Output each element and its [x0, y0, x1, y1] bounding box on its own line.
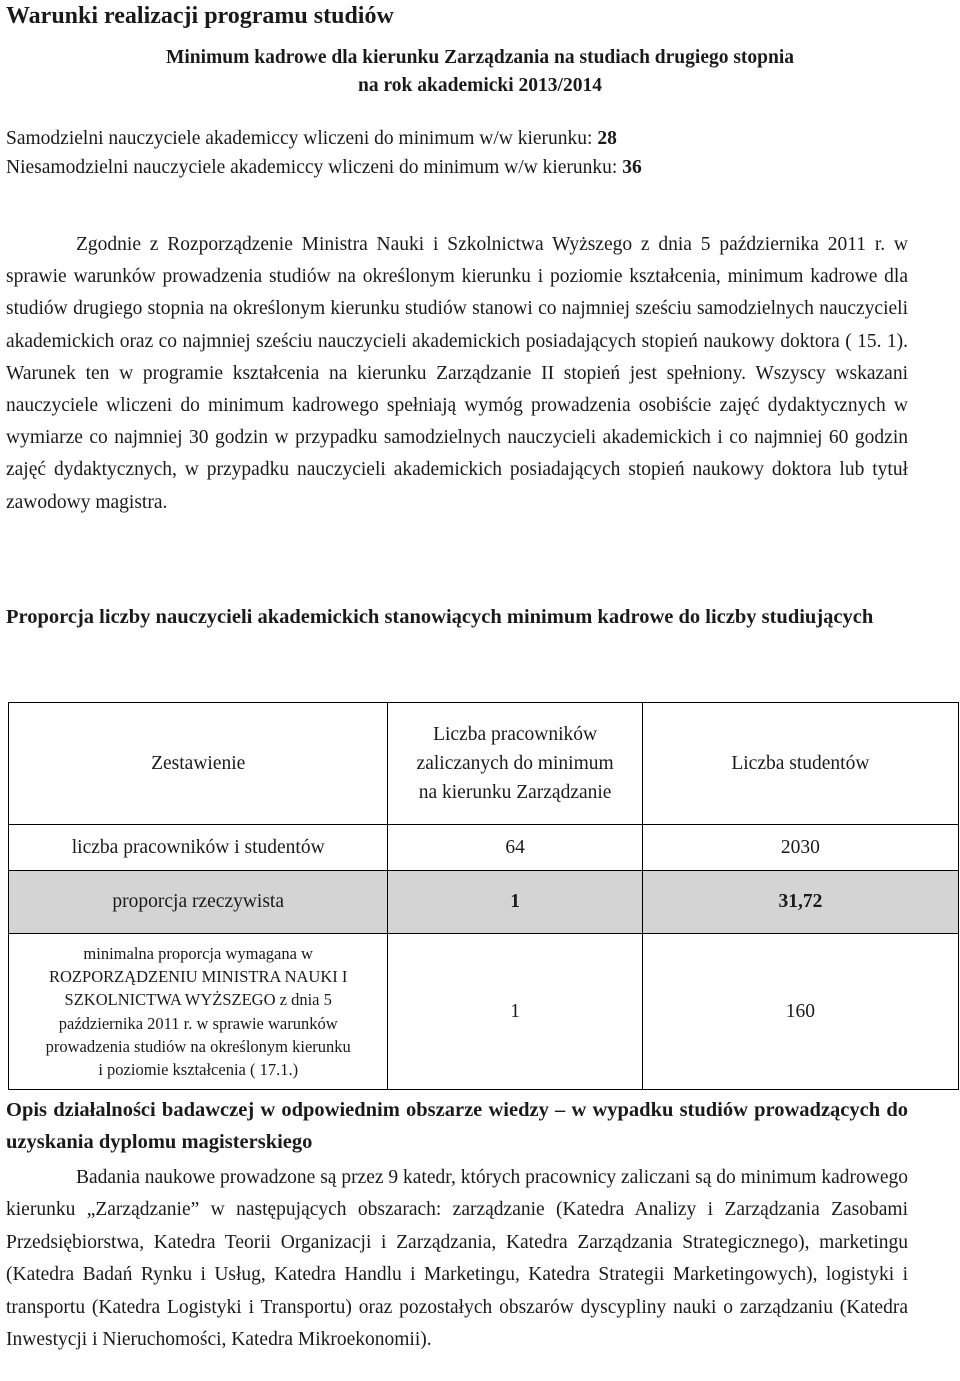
dependent-staff-label: Niesamodzielni nauczyciele akademiccy wliczeni do minimum w/w kierunku: — [6, 157, 618, 178]
row-staff-value: 1 — [388, 871, 642, 934]
header-staff-line-3: na kierunku Zarządzanie — [418, 782, 612, 803]
regulation-line-3: SZKOLNICTWA WYŻSZEGO z dnia 5 — [64, 990, 332, 1010]
header-staff-count — [388, 703, 642, 825]
row-staff-value: 1 — [388, 934, 642, 1090]
row-label: proporcja rzeczywista — [9, 871, 388, 934]
regulation-line-5: prowadzenia studiów na określonym kierunku — [45, 1036, 351, 1056]
row-student-value: 160 — [642, 934, 958, 1090]
regulation-paragraph: Zgodnie z Rozporządzenie Ministra Nauki i Szkolnictwa Wyższego z dnia 5 października 2011 r. w sprawie warunków prowadzenia studiów na określonym kierunku i poziomie kształcenia, minimum kadrowe dla studiów drugiego stopnia na określonym kierunku studiów stanowi co najmniej sześciu samodzielnych nauczycieli akademickich oraz co najmniej sześciu nauczycieli akademickich posiadających stopień naukowy doktora ( 15. 1). Warunek ten w programie kształcenia na kierunku Zarządzanie II stopień jest spełniony. Wszyscy wskazani nauczyciele wliczeni do minimum kadrowego spełniają wymóg prowadzenia osobiście zajęć dydaktycznych w wymiarze co najmniej 30 godzin w przypadku samodzielnych nauczycieli akademickich i co najmniej 60 godzin zajęć dydaktycznych, w przypadku nauczycieli akademickich posiadających stopień naukowy doktora lub tytuł zawodowy magistra. — [6, 234, 908, 513]
proportion-table — [8, 702, 959, 1090]
research-heading: Opis działalności badawczej w odpowiednim obszarze wiedzy – w wypadku studiów prowadzących do uzyskania dyplomu magisterskiego — [6, 1099, 908, 1153]
header-staff-line-2: zaliczanych do minimum — [416, 753, 614, 774]
row-label — [9, 934, 388, 1090]
page-title: Warunki realizacji programu studiów — [6, 3, 394, 29]
regulation-line-2: ROZPORZĄDZENIU MINISTRA NAUKI I — [49, 966, 348, 986]
dependent-staff-value: 36 — [622, 157, 642, 178]
row-staff-value: 64 — [388, 825, 642, 871]
row-student-value: 31,72 — [642, 871, 958, 934]
dependent-staff-line — [6, 153, 642, 182]
staff-counts — [6, 124, 642, 182]
independent-staff-value: 28 — [597, 128, 617, 149]
header-zestawienie: Zestawienie — [9, 703, 388, 825]
table-row — [9, 871, 959, 934]
regulation-line-1: minimalna proporcja wymagana w — [83, 943, 313, 963]
research-paragraph: Badania naukowe prowadzone są przez 9 katedr, których pracownicy zaliczani są do minimum kadrowego kierunku „Zarządzanie” w następujących obszarach: zarządzanie (Katedra Analizy i Zarządzania Zasobami Przedsiębiorstwa, Katedra Teorii Organizacji i Zarządzania, Katedra Zarządzania Strategicznego), marketingu (Katedra Badań Rynku i Usług, Katedra Handlu i Marketingu, Katedra Strategii Marketingowych), logistyki i transportu (Katedra Logistyki i Transportu) oraz pozostałych obszarów dyscypliny nauki o zarządzaniu (Katedra Inwestycji i Nieruchomości, Katedra Mikroekonomii). — [6, 1167, 908, 1351]
independent-staff-line — [6, 124, 642, 153]
regulation-line-6: i poziomie kształcenia ( 17.1.) — [98, 1060, 299, 1080]
proportion-heading: Proporcja liczby nauczycieli akademickich stanowiących minimum kadrowe do liczby studiujących — [6, 606, 874, 628]
regulation-line-4: października 2011 r. w sprawie warunków — [58, 1013, 338, 1033]
table-row — [9, 934, 959, 1090]
subheading-line-2: na rok akademicki 2013/2014 — [358, 75, 602, 96]
table-row — [9, 825, 959, 871]
row-student-value: 2030 — [642, 825, 958, 871]
subheading-line-1: Minimum kadrowe dla kierunku Zarządzania na studiach drugiego stopnia — [165, 47, 795, 68]
staff-minimum-subheading — [0, 44, 960, 100]
header-student-count: Liczba studentów — [642, 703, 958, 825]
independent-staff-label: Samodzielni nauczyciele akademiccy wliczeni do minimum w/w kierunku: — [6, 128, 593, 149]
header-staff-line-1: Liczba pracowników — [433, 724, 598, 745]
table-header-row — [9, 703, 959, 825]
row-label: liczba pracowników i studentów — [9, 825, 388, 871]
